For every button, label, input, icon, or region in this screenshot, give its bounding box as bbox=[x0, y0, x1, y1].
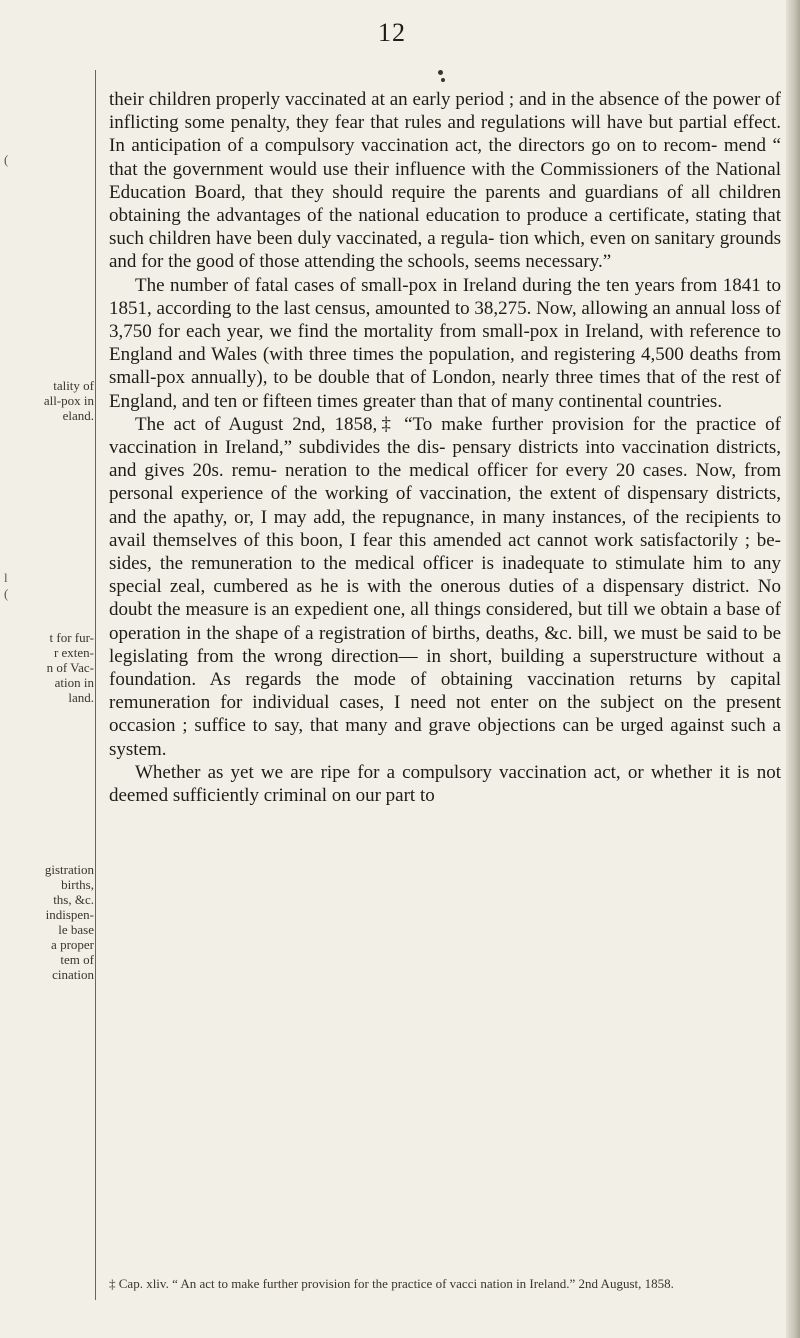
margin-rule bbox=[95, 70, 96, 1300]
margin-stub: ( bbox=[4, 152, 9, 167]
paragraph: their children properly vaccinated at an early period ; and in the absence of the power of inflicting some penalty, they fear that rules and regulations will have but partial effect. In anticipation of a compulsory vaccination act, the directors go on to recom- mend “ that the government would use their influence with the Commissioners of the National Education Board, that they should require the parents and guardians of all children obtaining the advantages of the national education to produce a certificate, stating that such children have been duly vaccinated, a regula- tion which, even on sanitary grounds and for the good of those attending the schools, seems necessary.” bbox=[109, 89, 781, 273]
ink-fleck bbox=[441, 78, 445, 82]
page-number: 12 bbox=[378, 18, 406, 47]
margin-stub: ( bbox=[4, 586, 9, 601]
paragraph: Whether as yet we are ripe for a compulsory vaccination act, or whether it is not deemed sufficiently criminal on our part to bbox=[109, 761, 781, 807]
margin-note-mortality: tality of all-pox in eland. bbox=[43, 378, 94, 423]
margin-stub: l bbox=[4, 570, 8, 585]
paragraph: The act of August 2nd, 1858,‡ “To make further provision for the practice of vaccination in Ireland,” subdivides the dis- pensary districts into vaccination districts, and gives 20s. remu- neration to the medical officer for every 20 cases. Now, from personal experience of the working of vaccination, the extent of dispensary districts, and the apathy, or, I may add, the repugnance, in many instances, of the recipients to avail themselves of this boon, I fear this amended act cannot work satisfactorily ; be- sides, the remuneration to the medical officer is inadequate to stimulate him to any special zeal, cumbered as he is with the onerous duties of a dispensary district. No doubt the measure is an expedient one, all things considered, but till we obtain a base of operation in the shape of a registration of births, deaths, &c. bill, we must be said to be legislating from the wrong direction— in short, building a superstructure without a foundation. As regards the mode of obtaining vaccination returns by capital remuneration for individual cases, I need not enter on the subject on the present occasion ; suffice to say, that many and grave objections can be urged against such a system. bbox=[109, 413, 781, 760]
body-text bbox=[109, 88, 781, 807]
ink-fleck bbox=[438, 70, 443, 75]
paragraph: The number of fatal cases of small-pox in Ireland during the ten years from 1841 to 1851, according to the last census, amounted to 38,275. Now, allowing an annual loss of 3,750 for each year, we find the mortality from small-pox in Ireland, with reference to England and Wales (with three times the population, and registering 4,500 deaths from small-pox annually), to be double that of London, nearly three times that of the rest of England, and ten or fifteen times greater than that of many continental countries. bbox=[109, 274, 781, 412]
footnote: ‡ Cap. xliv. “ An act to make further provision for the practice of vacci nation in Ireland.” 2nd August, 1858. bbox=[109, 1276, 674, 1291]
margin-note-registration: gistration births, ths, &c. indispen- le base a proper tem of cination bbox=[44, 862, 94, 982]
margin-note-vaccination-act: t for fur- r exten- n of Vac- ation in land. bbox=[46, 630, 94, 705]
page-edge-shadow bbox=[786, 0, 800, 1338]
